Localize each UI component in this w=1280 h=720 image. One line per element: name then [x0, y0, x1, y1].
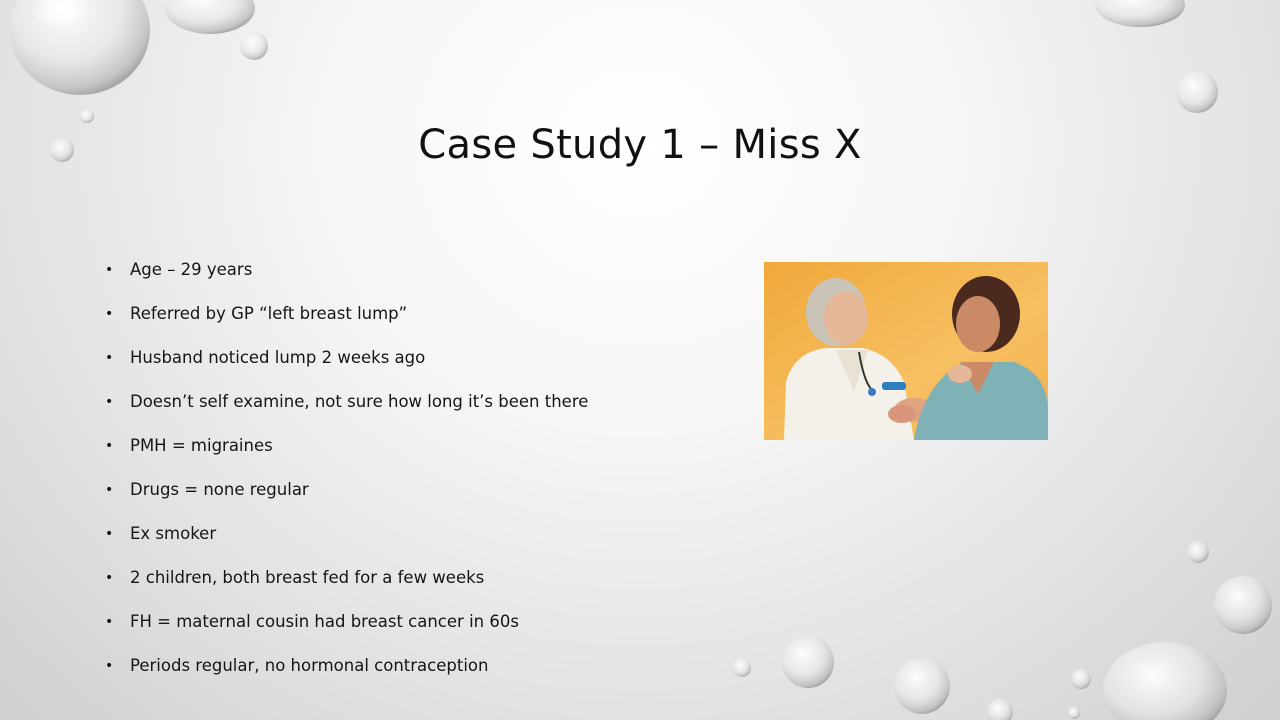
bullet-icon: •	[105, 438, 114, 454]
droplet	[165, 0, 255, 34]
bullet-icon: •	[105, 482, 114, 498]
droplet	[1103, 642, 1227, 720]
droplet	[10, 0, 150, 95]
bullet-icon: •	[105, 394, 114, 410]
doctor-patient-illustration	[764, 262, 1048, 440]
bullet-text: FH = maternal cousin had breast cancer in 60s	[130, 612, 519, 631]
droplet	[1068, 707, 1080, 719]
list-item	[105, 608, 588, 652]
bullet-list	[105, 256, 588, 696]
droplet	[894, 658, 950, 714]
bullet-text: Doesn’t self examine, not sure how long it’s been there	[130, 392, 589, 411]
droplet	[1187, 541, 1209, 563]
droplet	[240, 32, 268, 60]
bullet-icon: •	[105, 614, 114, 630]
bullet-text: Husband noticed lump 2 weeks ago	[130, 348, 426, 367]
doctor-patient-image	[764, 262, 1048, 440]
list-item	[105, 344, 588, 388]
list-item	[105, 300, 588, 344]
bullet-icon: •	[105, 570, 114, 586]
slide-title: Case Study 1 – Miss X	[418, 122, 862, 168]
bullet-text: Ex smoker	[130, 524, 217, 543]
bullet-text: Age – 29 years	[130, 260, 253, 279]
list-item	[105, 256, 588, 300]
list-item	[105, 476, 588, 520]
droplet	[80, 109, 94, 123]
bullet-icon: •	[105, 350, 114, 366]
list-item	[105, 564, 588, 608]
droplet	[782, 636, 834, 688]
bullet-text: Drugs = none regular	[130, 480, 309, 499]
list-item	[105, 652, 588, 696]
bullet-icon: •	[105, 526, 114, 542]
droplet	[1214, 576, 1272, 634]
list-item	[105, 388, 588, 432]
bullet-text: Periods regular, no hormonal contraception	[130, 656, 489, 675]
droplet	[1071, 669, 1091, 689]
bullet-icon: •	[105, 306, 114, 322]
droplet	[733, 659, 751, 677]
bullet-icon: •	[105, 658, 114, 674]
bullet-text: PMH = migraines	[130, 436, 273, 455]
bullet-text: 2 children, both breast fed for a few weeks	[130, 568, 485, 587]
bullet-text: Referred by GP “left breast lump”	[130, 304, 408, 323]
list-item	[105, 520, 588, 564]
droplet	[1176, 71, 1218, 113]
list-item	[105, 432, 588, 476]
droplet	[1095, 0, 1185, 27]
droplet	[987, 699, 1013, 720]
bullet-icon: •	[105, 262, 114, 278]
